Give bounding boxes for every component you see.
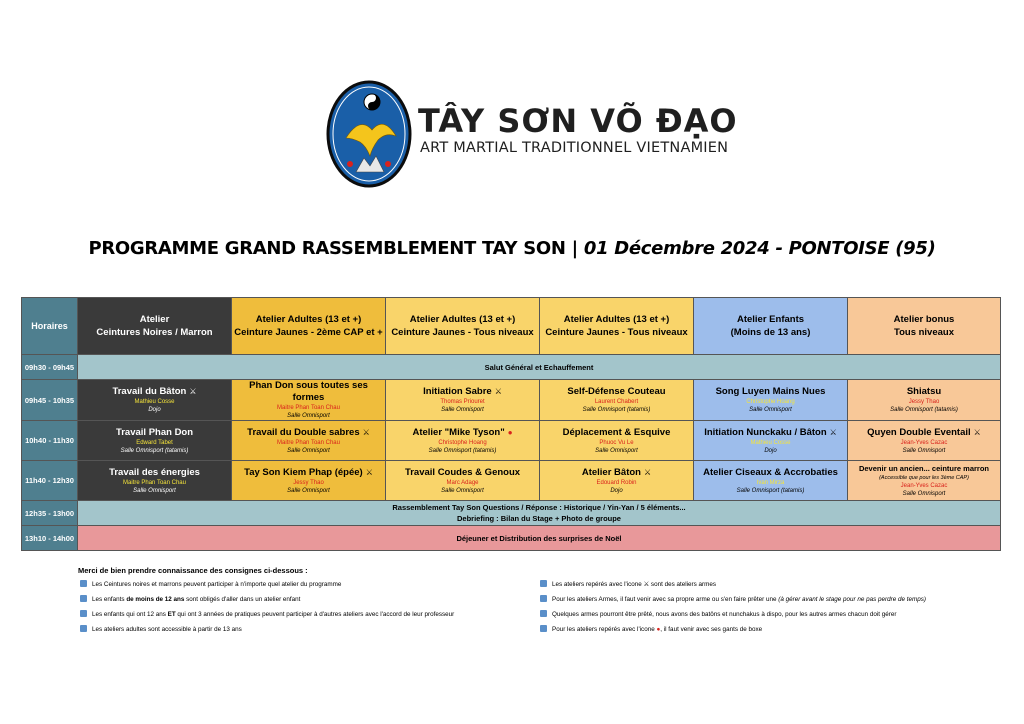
- header-col-adults-cap: Atelier Adultes (13 et +) Ceinture Jaunes - 2ème CAP et +: [232, 298, 386, 355]
- location: Salle Omnisport: [595, 447, 638, 454]
- title-main: PROGRAMME GRAND RASSEMBLEMENT TAY SON |: [88, 238, 584, 259]
- crossed-swords-icon: ⚔: [829, 427, 837, 437]
- header-col-black: Atelier Ceintures Noires / Marron: [78, 298, 232, 355]
- location: Salle Omnisport (tatamis): [582, 407, 651, 413]
- workshop-cell: [78, 421, 232, 461]
- location: Salle Omnisport: [902, 447, 946, 454]
- instructor: Ivan Mirza: [756, 479, 785, 486]
- workshop-cell: [694, 421, 848, 461]
- brand-subtitle: ART MARTIAL TRADITIONNEL VIETNAMIEN: [420, 140, 729, 156]
- crossed-swords-icon: ⚔: [643, 581, 650, 588]
- header-horaires: Horaires: [22, 298, 78, 355]
- instructor: Marc Adage: [446, 479, 479, 486]
- crossed-swords-icon: ⚔: [362, 427, 370, 437]
- header-col-children: Atelier Enfants (Moins de 13 ans): [694, 298, 848, 355]
- boxing-glove-icon: ●: [656, 626, 661, 633]
- instructor: Jean-Yves Cazac: [900, 482, 948, 489]
- workshop-title: Travail Coudes & Genoux: [404, 466, 521, 478]
- instructor: Christophe Hoang: [746, 399, 795, 405]
- consigne-item: Les ateliers repérés avec l'icone ⚔ sont des ateliers armes: [540, 580, 716, 589]
- crossed-swords-icon: ⚔: [494, 387, 502, 396]
- workshop-title: Déplacement & Esquive: [562, 426, 671, 438]
- workshop-cell: [232, 421, 386, 461]
- workshop-cell: [694, 380, 848, 421]
- location: Salle Omnisport: [287, 487, 330, 494]
- square-bullet-icon: [80, 580, 87, 587]
- location: Salle Omnisport: [441, 407, 484, 413]
- tay-son-emblem-icon: [326, 80, 412, 188]
- instructor: Jessy Thao: [908, 399, 940, 405]
- workshop-title: Travail du Bâton: [112, 386, 187, 397]
- location: Dojo: [148, 407, 161, 413]
- workshop-title: Devenir un ancien... ceinture marron: [858, 463, 990, 473]
- location: Dojo: [610, 487, 623, 494]
- square-bullet-icon: [80, 625, 87, 632]
- instructor: Jean-Yves Cazac: [900, 439, 948, 446]
- workshop-cell: [848, 461, 1001, 501]
- instructor: Edward Tabet: [136, 439, 173, 446]
- instructor: Edouard Robin: [596, 479, 637, 486]
- workshop-title: Travail des énergies: [109, 466, 200, 478]
- workshop-title: Initiation Nunckaku / Bâton: [704, 426, 827, 438]
- consigne-item: Les ateliers adultes sont accessible à partir de 13 ans: [80, 625, 242, 634]
- consigne-item: Quelques armes pourront être prêté, nous avons des batôns et nunchakus à dispo, pour les autres armes chacun doit gérer: [540, 610, 896, 619]
- workshop-note: (Accessible que pour les 3ème CAP): [879, 474, 969, 481]
- time-slot: 12h35 - 13h00: [22, 501, 78, 526]
- workshop-title: Initiation Sabre: [423, 386, 492, 397]
- workshop-title: Atelier Bâton: [581, 466, 641, 478]
- location: Dojo: [764, 447, 777, 454]
- consigne-item: Les enfants de moins de 12 ans sont obligés d'aller dans un atelier enfant: [80, 595, 300, 604]
- time-slot: 11h40 - 12h30: [22, 461, 78, 501]
- schedule-row: [22, 380, 1001, 421]
- consignes-title: Merci de bien prendre connaissance des consignes ci-dessous :: [78, 566, 308, 575]
- schedule-row: [22, 421, 1001, 461]
- workshop-cell: [78, 461, 232, 501]
- time-slot: 09h30 - 09h45: [22, 355, 78, 380]
- workshop-title: Self-Défense Couteau: [567, 386, 666, 397]
- workshop-title: Travail du Double sabres: [247, 426, 360, 438]
- workshop-title: Tay Son Kiem Phap (épée): [244, 466, 363, 478]
- consigne-item: Pour les ateliers repérés avec l'icone ●, il faut venir avec ses gants de boxe: [540, 625, 762, 634]
- location: Salle Omnisport: [902, 490, 946, 497]
- consigne-item: Pour les ateliers Armes, il faut venir avec sa propre arme ou s'en faire prêter une (à gérer avant le stage pour ne pas perdre de temps): [540, 595, 926, 604]
- instructor: Jessy Thao: [293, 479, 324, 486]
- workshop-cell: [694, 461, 848, 501]
- location: Salle Omnisport (tatamis): [736, 487, 805, 494]
- square-bullet-icon: [540, 580, 547, 587]
- schedule-row: [22, 501, 1001, 526]
- location: Salle Omnisport: [287, 447, 330, 454]
- workshop-cell: [386, 461, 540, 501]
- workshop-title: Phan Don sous toutes ses formes: [249, 380, 368, 403]
- instructor: Laurent Chabert: [594, 399, 639, 405]
- workshop-title: Atelier Ciseaux & Accrobaties: [703, 466, 838, 478]
- schedule-row: [22, 355, 1001, 380]
- page-title: [0, 238, 1024, 259]
- square-bullet-icon: [540, 595, 547, 602]
- header-col-adults-1: Atelier Adultes (13 et +) Ceinture Jaunes - Tous niveaux: [386, 298, 540, 355]
- title-date: 01 Décembre 2024 - PONTOISE (95): [583, 238, 936, 259]
- location: Salle Omnisport (tatamis): [890, 407, 958, 413]
- instructor: Thomas Priouret: [440, 399, 485, 405]
- logo: [326, 80, 738, 190]
- time-slot: 10h40 - 11h30: [22, 421, 78, 461]
- workshop-cell: [848, 380, 1001, 421]
- header-col-bonus: Atelier bonus Tous niveaux: [848, 298, 1001, 355]
- consigne-item: Les Ceintures noires et marrons peuvent participer à n'importe quel atelier du programme: [80, 580, 341, 589]
- boxing-glove-icon: ●: [507, 427, 513, 437]
- time-slot: 09h45 - 10h35: [22, 380, 78, 421]
- location: Salle Omnisport: [133, 487, 176, 494]
- gathering-session: Rassemblement Tay Son Questions / Réponse : Historique / Yin-Yan / 5 éléments... Debriefing : Bilan du Stage + Photo de groupe: [78, 501, 1001, 526]
- header-col-adults-2: Atelier Adultes (13 et +) Ceinture Jaunes - Tous niveaux: [540, 298, 694, 355]
- brand-title: TÂY SƠN VÕ ĐẠO: [418, 102, 738, 140]
- location: Salle Omnisport: [287, 413, 330, 419]
- instructor: Maitre Phan Toan Chau: [277, 405, 340, 411]
- workshop-title: Song Luyen Mains Nues: [715, 386, 826, 397]
- location: Salle Omnisport (tatamis): [120, 447, 189, 454]
- workshop-cell: [232, 380, 386, 421]
- instructor: Mathieu Cosse: [134, 399, 175, 405]
- schedule-row: [22, 461, 1001, 501]
- workshop-cell: [540, 380, 694, 421]
- workshop-cell: [540, 421, 694, 461]
- workshop-title: Shiatsu: [906, 386, 942, 397]
- instructor: Phuoc Vu Le: [599, 439, 634, 446]
- workshop-title: Quyen Double Eventail: [867, 426, 971, 438]
- workshop-cell: [386, 380, 540, 421]
- header-row: [22, 298, 1001, 355]
- schedule-row: [22, 526, 1001, 551]
- location: Salle Omnisport: [749, 407, 792, 413]
- crossed-swords-icon: ⚔: [365, 467, 373, 477]
- instructor: Maitre Phan Toan Chau: [123, 479, 186, 486]
- workshop-cell: [386, 421, 540, 461]
- square-bullet-icon: [80, 595, 87, 602]
- crossed-swords-icon: ⚔: [643, 467, 652, 477]
- crossed-swords-icon: ⚔: [189, 387, 197, 396]
- instructor: Mathieu Cosse: [750, 439, 791, 446]
- consigne-item: Les enfants qui ont 12 ans ET qui ont 3 années de pratiques peuvent participer à d'autres ateliers avec l'accord de leur professeur: [80, 610, 454, 619]
- workshop-cell: [848, 421, 1001, 461]
- workshop-cell: [78, 380, 232, 421]
- instructor: Maitre Phan Toan Chau: [277, 439, 340, 446]
- general-session: Salut Général et Echauffement: [78, 355, 1001, 380]
- instructor: Christophe Hoang: [438, 439, 487, 446]
- workshop-title: Travail Phan Don: [115, 426, 194, 438]
- time-slot: 13h10 - 14h00: [22, 526, 78, 551]
- square-bullet-icon: [540, 610, 547, 617]
- location: Salle Omnisport: [441, 487, 484, 494]
- workshop-title: Atelier "Mike Tyson": [412, 426, 505, 438]
- square-bullet-icon: [540, 625, 547, 632]
- lunch-session: Déjeuner et Distribution des surprises de Noël: [78, 526, 1001, 551]
- workshop-cell: [232, 461, 386, 501]
- workshop-cell: [540, 461, 694, 501]
- location: Salle Omnisport (tatamis): [428, 447, 497, 454]
- program-table: [21, 297, 1001, 551]
- square-bullet-icon: [80, 610, 87, 617]
- crossed-swords-icon: ⚔: [973, 427, 981, 437]
